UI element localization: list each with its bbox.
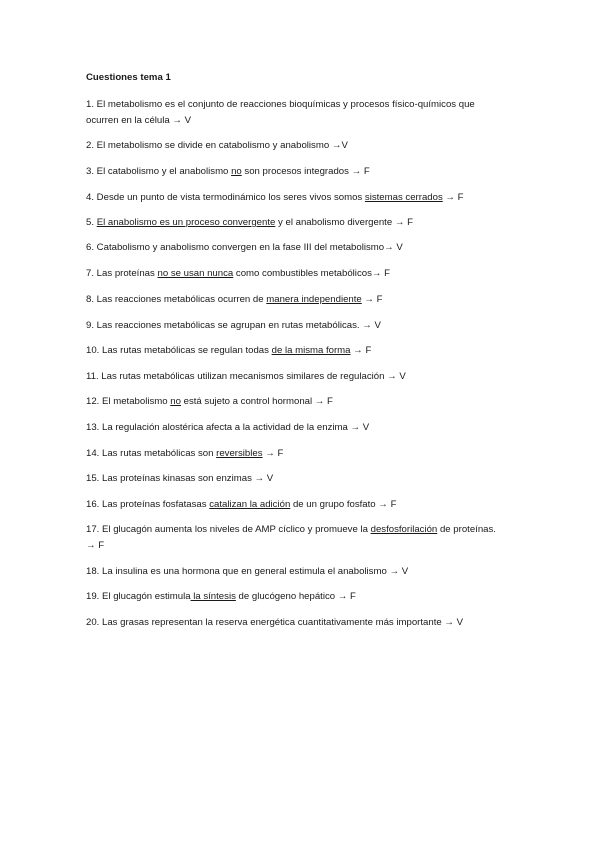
question-text: La insulina es una hormona que en general estimula el anabolismo → V [99, 566, 409, 577]
document-title: Cuestiones tema 1 [86, 72, 171, 83]
question-text: Las rutas metabólicas se regulan todas [99, 345, 272, 356]
question-item [86, 138, 506, 154]
question-item [86, 471, 506, 487]
question-number: 12. [86, 396, 100, 407]
question-item [86, 215, 506, 231]
question-text: está sujeto a control hormonal → F [180, 396, 333, 407]
question-text: y el anabolismo divergente → F [275, 217, 413, 228]
question-number: 3. [86, 166, 95, 177]
question-text: → F [350, 345, 372, 356]
question-text: Las rutas metabólicas utilizan mecanismos similares de regulación → V [98, 371, 406, 382]
question-number: 10. [86, 345, 100, 356]
underlined-text: catalizan la adición [209, 499, 291, 510]
question-text: Las proteínas kinasas son enzimas → V [99, 473, 274, 484]
question-item [86, 343, 506, 359]
question-text: Las proteínas [94, 268, 158, 279]
question-item [86, 394, 506, 410]
question-text: El catabolismo y el anabolismo [94, 166, 232, 177]
question-item [86, 318, 506, 334]
question-number: 7. [86, 268, 95, 279]
question-number: 2. [86, 140, 95, 151]
question-item [86, 190, 506, 206]
underlined-text: desfosforilación [370, 524, 438, 535]
question-number: 11. [86, 371, 99, 382]
question-number: 5. [86, 217, 95, 228]
question-number: 14. [86, 448, 100, 459]
question-number: 19. [86, 591, 100, 602]
question-number: 9. [86, 320, 95, 331]
question-item [86, 564, 506, 580]
underlined-text: manera independiente [266, 294, 362, 305]
question-text: El glucagón aumenta los niveles de AMP cíclico y promueve la [99, 524, 371, 535]
question-text: de proteínas. → F [86, 524, 496, 551]
question-text: Las rutas metabólicas son [99, 448, 217, 459]
question-text: Las grasas representan la reserva energética cuantitativamente más importante → V [99, 617, 464, 628]
underlined-text: de la misma forma [271, 345, 351, 356]
question-text: El glucagón estimula [99, 591, 191, 602]
question-item [86, 240, 506, 256]
question-text: Las reacciones metabólicas se agrupan en rutas metabólicas. → V [94, 320, 381, 331]
question-text: El metabolismo se divide en catabolismo y anabolismo →V [94, 140, 348, 151]
question-text: de glucógeno hepático → F [235, 591, 356, 602]
question-item [86, 446, 506, 462]
question-item [86, 164, 506, 180]
question-number: 8. [86, 294, 95, 305]
question-item [86, 369, 506, 385]
underlined-text: reversibles [216, 448, 263, 459]
question-number: 4. [86, 192, 95, 203]
question-item [86, 97, 506, 128]
question-item [86, 589, 506, 605]
underlined-text: no se usan nunca [157, 268, 234, 279]
question-text: de un grupo fosfato → F [290, 499, 397, 510]
question-text: El metabolismo es el conjunto de reacciones bioquímicas y procesos físico-químicos que ocurren en la célula → V [86, 99, 475, 126]
underlined-text: la síntesis [190, 591, 236, 602]
question-text: como combustibles metabólicos→ F [233, 268, 390, 279]
question-item [86, 420, 506, 436]
question-item [86, 292, 506, 308]
question-item [86, 522, 506, 553]
question-number: 13. [86, 422, 100, 433]
question-item [86, 615, 506, 631]
question-item [86, 266, 506, 282]
question-text: son procesos integrados → F [241, 166, 370, 177]
question-number: 17. [86, 524, 100, 535]
question-text: Catabolismo y anabolismo convergen en la fase III del metabolismo→ V [94, 242, 403, 253]
underlined-text: El anabolismo es un proceso convergente [96, 217, 276, 228]
question-number: 18. [86, 566, 100, 577]
question-text: Desde un punto de vista termodinámico los seres vivos somos [94, 192, 365, 203]
underlined-text: no [231, 166, 242, 177]
question-text: → F [442, 192, 464, 203]
question-text: La regulación alostérica afecta a la actividad de la enzima → V [99, 422, 370, 433]
underlined-text: no [170, 396, 181, 407]
question-item [86, 497, 506, 513]
question-text: Las reacciones metabólicas ocurren de [94, 294, 267, 305]
question-number: 15. [86, 473, 100, 484]
question-text: → F [262, 448, 284, 459]
question-text: Las proteínas fosfatasas [99, 499, 210, 510]
question-text: → F [361, 294, 383, 305]
question-number: 1. [86, 99, 95, 110]
question-text: El metabolismo [99, 396, 171, 407]
question-number: 16. [86, 499, 100, 510]
underlined-text: sistemas cerrados [364, 192, 443, 203]
question-number: 20. [86, 617, 100, 628]
question-number: 6. [86, 242, 95, 253]
